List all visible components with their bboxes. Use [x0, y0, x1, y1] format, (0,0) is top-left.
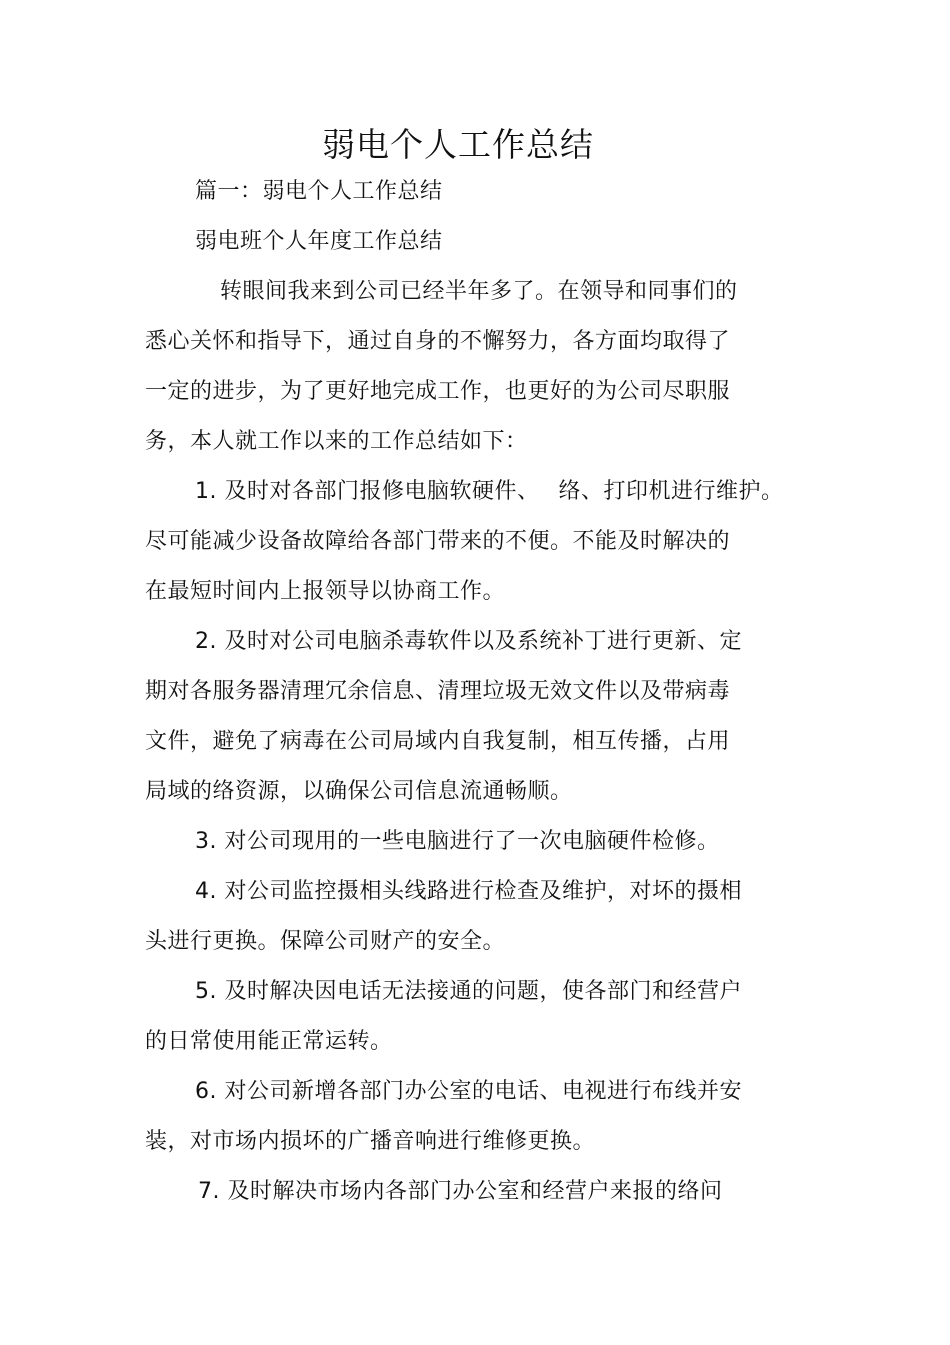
paragraph-line: 悉心关怀和指导下，通过自身的不懈努力，各方面均取得了 — [145, 329, 731, 354]
paragraph-line: 务，本人就工作以来的工作总结如下： — [145, 429, 528, 454]
paragraph-line: 6. 对公司新增各部门办公室的电话、电视进行布线并安 — [195, 1079, 742, 1104]
paragraph-line: 2. 及时对公司电脑杀毒软件以及系统补丁进行更新、定 — [195, 629, 742, 654]
paragraph-line: 局域的络资源，以确保公司信息流通畅顺。 — [145, 779, 573, 804]
paragraph-line: 头进行更换。保障公司财产的安全。 — [145, 929, 506, 954]
paragraph-line: 转眼间我来到公司已经半年多了。在领导和同事们的 — [220, 279, 738, 304]
paragraph-line: 尽可能减少设备故障给各部门带来的不便。不能及时解决的 — [145, 529, 731, 554]
paragraph-line: 文件，避免了病毒在公司局域内自我复制，相互传播，占用 — [145, 729, 731, 754]
paragraph-line: 4. 对公司监控摄相头线路进行检查及维护，对坏的摄相 — [195, 879, 742, 904]
paragraph-line: 一定的进步，为了更好地完成工作，也更好的为公司尽职服 — [145, 379, 731, 404]
paragraph-line: 7. 及时解决市场内各部门办公室和经营户来报的络问 — [198, 1179, 723, 1204]
paragraph-line: 3. 对公司现用的一些电脑进行了一次电脑硬件检修。 — [195, 829, 720, 854]
document-subtitle: 篇一：弱电个人工作总结 — [195, 179, 443, 204]
paragraph-line: 1. 及时对各部门报修电脑软硬件、 络、打印机进行维护。 — [195, 479, 784, 504]
paragraph-line: 5. 及时解决因电话无法接通的问题，使各部门和经营户 — [195, 979, 742, 1004]
document-title: 弱电个人工作总结 — [322, 125, 594, 164]
paragraph-line: 的日常使用能正常运转。 — [145, 1029, 393, 1054]
document-heading: 弱电班个人年度工作总结 — [195, 229, 443, 254]
paragraph-line: 装，对市场内损坏的广播音响进行维修更换。 — [145, 1129, 596, 1154]
paragraph-line: 在最短时间内上报领导以协商工作。 — [145, 579, 506, 604]
paragraph-line: 期对各服务器清理冗余信息、清理垃圾无效文件以及带病毒 — [145, 679, 731, 704]
